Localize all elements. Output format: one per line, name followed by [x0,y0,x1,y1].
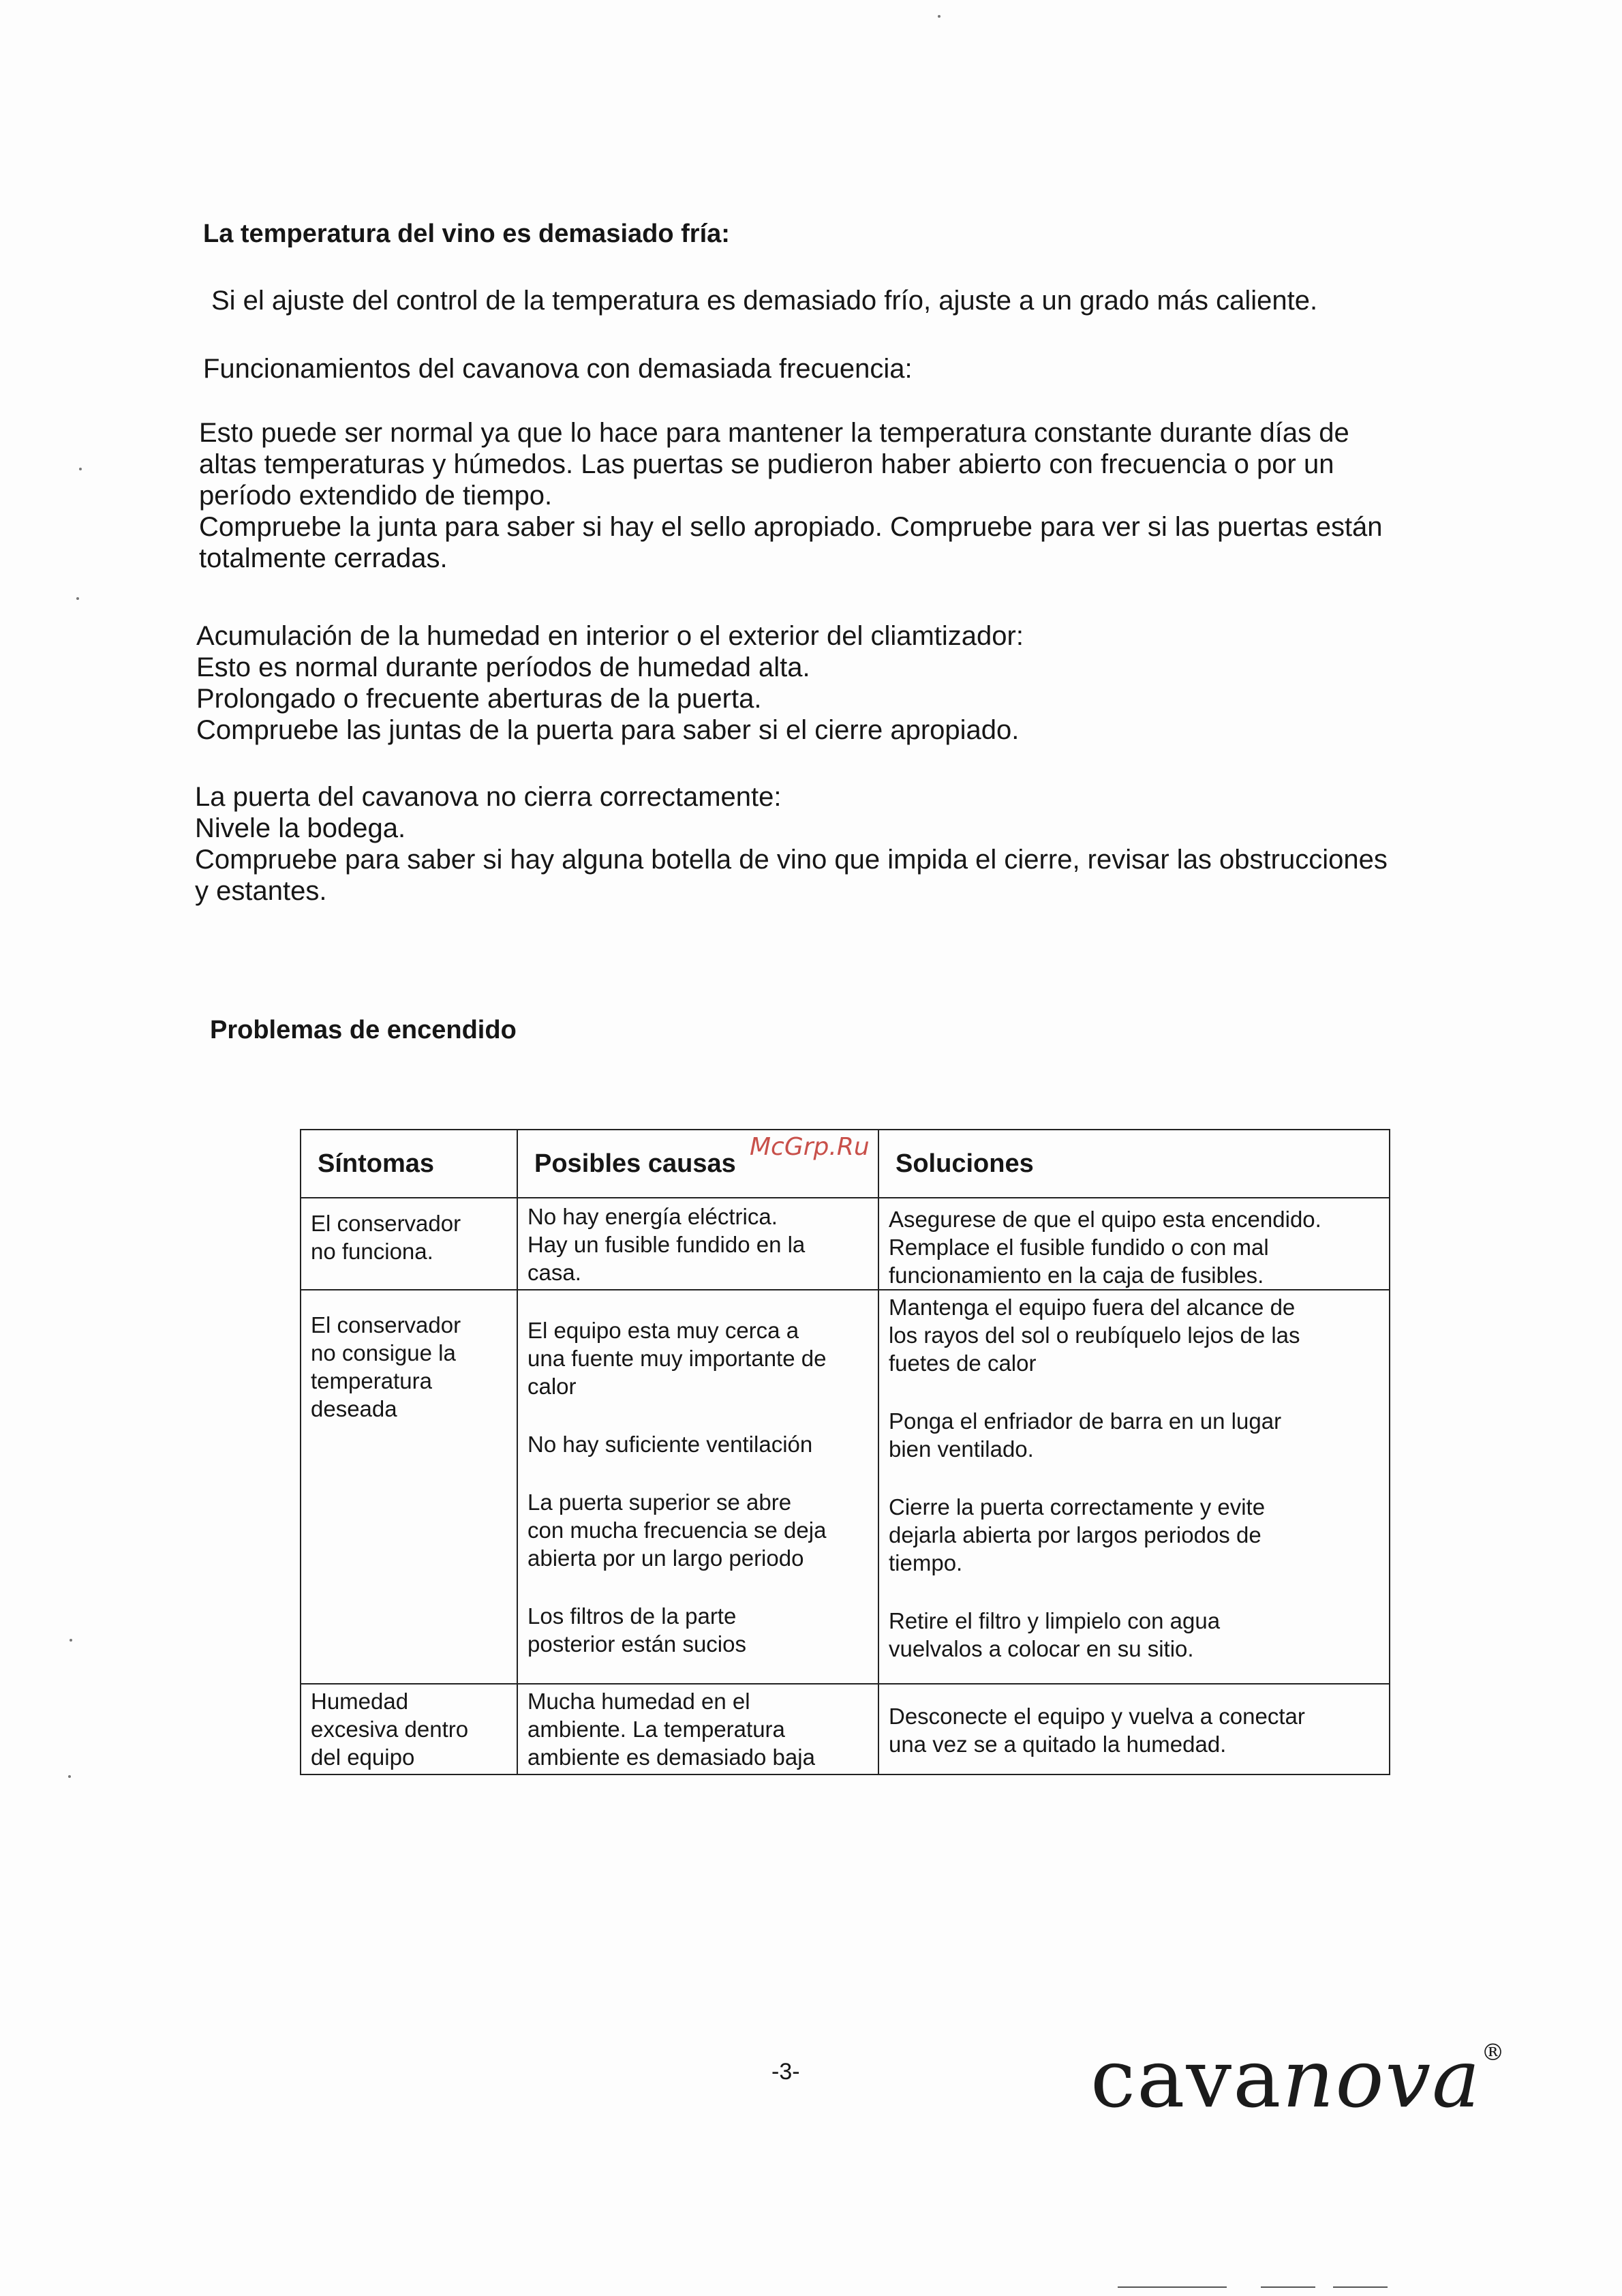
solution-block [889,1407,1379,1463]
text-line: y estantes. [195,876,327,906]
cell-text: dejarla abierta por largos periodos de [889,1522,1261,1547]
cell-text: ambiente. La temperatura [527,1717,785,1742]
cell-text: con mucha frecuencia se deja [527,1517,827,1543]
watermark: McGrp.Ru [750,1133,870,1161]
cell-text: Mucha humedad en el [527,1689,750,1714]
cell-text: vuelvalos a colocar en su sitio. [889,1636,1194,1661]
cell-text: del equipo [311,1744,415,1770]
text-line: Esto es normal durante períodos de humedad alta. [196,652,810,682]
solution-cell [878,1198,1390,1290]
cell-text: deseada [311,1396,397,1421]
cell-text: no funciona. [311,1239,433,1264]
cell-text: Humedad [311,1689,409,1714]
cell-text: El equipo esta muy cerca a [527,1318,799,1343]
cell-text: una vez se a quitado la humedad. [889,1732,1227,1757]
cell-text: Cierre la puerta correctamente y evite [889,1494,1266,1520]
cell-text: posterior están sucios [527,1631,746,1657]
troubleshooting-table [300,1129,1390,1775]
text-line: Compruebe para saber si hay alguna botella de vino que impida el cierre, revisar las obstrucciones [195,845,1388,875]
cell-text: calor [527,1374,577,1399]
paragraph-frequency-heading: Funcionamientos del cavanova con demasiada frecuencia: [203,354,913,384]
paragraph-humidity [196,620,1024,746]
cell-text: Hay un fusible fundido en la [527,1232,806,1257]
cell-text: Los filtros de la parte [527,1603,737,1629]
solution-block [889,1493,1379,1577]
cell-text: abierta por un largo periodo [527,1545,804,1571]
cell-text: Retire el filtro y limpielo con agua [889,1608,1221,1633]
cause-block [527,1602,868,1658]
table-row [301,1198,1390,1290]
table-row [301,1290,1390,1684]
section-heading-wine-cold: La temperatura del vino es demasiado fría: [203,220,730,248]
table-row [301,1684,1390,1774]
text-line: Acumulación de la humedad en interior o el exterior del cliamtizador: [196,621,1024,651]
column-header-solutions: Soluciones [878,1130,1390,1198]
text-line: La puerta del cavanova no cierra correctamente: [195,782,782,812]
cell-text: El conservador [311,1211,461,1236]
column-header-symptoms: Síntomas [301,1130,517,1198]
cell-text: Asegurese de que el quipo esta encendido. [889,1207,1321,1232]
cell-text: Mantenga el equipo fuera del alcance de [889,1295,1296,1320]
solution-cell [878,1684,1390,1774]
scan-rule [1333,2286,1388,2288]
text-line: Prolongado o frecuente aberturas de la puerta. [196,684,762,714]
cell-text: excesiva dentro [311,1717,469,1742]
cause-cell [517,1198,878,1290]
cell-text: No hay energía eléctrica. [527,1204,778,1229]
paragraph-adjust-control: Si el ajuste del control de la temperatura es demasiado frío, ajuste a un grado más caliente. [211,286,1318,316]
column-header-causes: Posibles causas [517,1130,878,1198]
symptom-cell [301,1684,517,1774]
cell-text: no consigue la [311,1340,456,1365]
cell-text: funcionamiento en la caja de fusibles. [889,1263,1264,1288]
cause-cell [517,1684,878,1774]
section-heading-ignition-problems: Problemas de encendido [210,1016,517,1044]
cell-text: temperatura [311,1368,432,1393]
paragraph-normal-operation [199,417,1383,574]
cell-text: ambiente es demasiado baja [527,1744,815,1770]
symptom-cell [301,1290,517,1684]
cell-text: La puerta superior se abre [527,1490,792,1515]
scan-rule [1118,2286,1227,2288]
registered-mark: ® [1481,2039,1506,2066]
cell-text: bien ventilado. [889,1436,1034,1462]
cell-text: fuetes de calor [889,1350,1037,1376]
text-line: Nivele la bodega. [195,813,406,843]
logo-text-italic: nova [1282,2031,1482,2126]
text-line: Esto puede ser normal ya que lo hace para mantener la temperatura constante durante días de [199,418,1349,448]
cause-block [527,1316,868,1400]
page-number: -3- [771,2059,800,2085]
text-line: Compruebe la junta para saber si hay el sello apropiado. Compruebe para ver si las puertas están [199,512,1383,542]
cell-text: casa. [527,1260,581,1285]
scan-rule [1261,2286,1315,2288]
cause-block [527,1488,868,1572]
solution-block [889,1293,1379,1377]
cell-text: Desconecte el equipo y vuelva a conectar [889,1704,1305,1729]
text-line: período extendido de tiempo. [199,481,553,511]
solution-cell [878,1290,1390,1684]
text-line: altas temperaturas y húmedos. Las puertas se pudieron haber abierto con frecuencia o por un [199,449,1334,479]
solution-block [889,1607,1379,1663]
cell-text: Remplace el fusible fundido o con mal [889,1235,1269,1260]
cell-text: tiempo. [889,1550,963,1575]
scan-speck [938,15,940,18]
text-line: Compruebe las juntas de la puerta para saber si el cierre apropiado. [196,715,1020,745]
symptom-cell [301,1198,517,1290]
cause-block [527,1430,868,1458]
scan-speck [68,1775,71,1778]
text-line: totalmente cerradas. [199,543,448,573]
cause-cell [517,1290,878,1684]
scan-speck [76,597,79,600]
logo-text-plain: cava [1090,2031,1283,2126]
scan-speck [70,1639,72,1642]
cell-text: Ponga el enfriador de barra en un lugar [889,1408,1282,1434]
cell-text: No hay suficiente ventilación [527,1432,813,1457]
paragraph-door [195,781,1388,907]
scan-speck [79,468,82,470]
cell-text: El conservador [311,1312,461,1338]
brand-logo [1090,2031,1506,2126]
cell-text: una fuente muy importante de [527,1346,827,1371]
cell-text: los rayos del sol o reubíquelo lejos de las [889,1323,1300,1348]
